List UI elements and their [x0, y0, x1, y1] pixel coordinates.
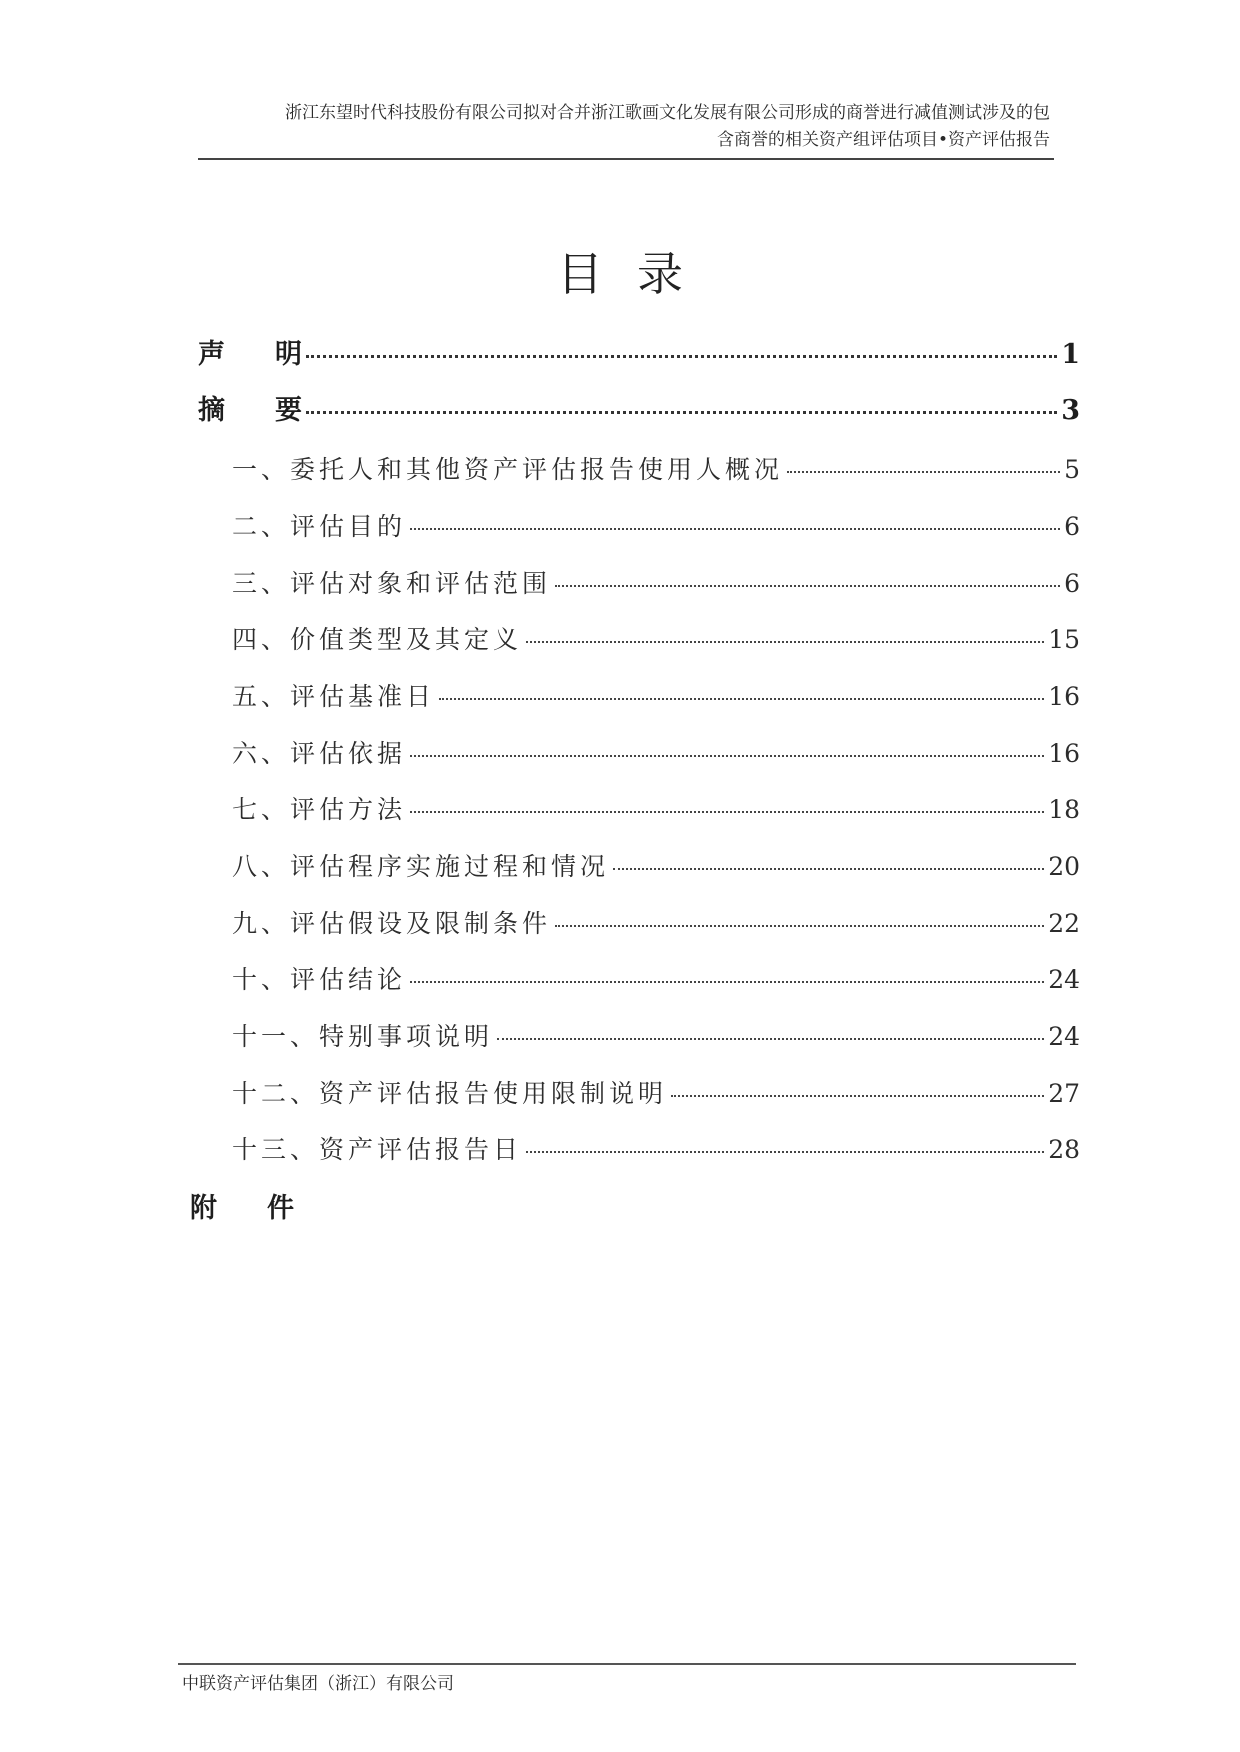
toc-entry-label: 十、评估结论: [232, 965, 407, 994]
toc-entry-label: 五、评估基准日: [232, 682, 436, 711]
toc-entry-label: 四、价值类型及其定义: [232, 625, 523, 654]
toc-entry-section-4[interactable]: [232, 620, 1080, 656]
toc-entry-appendix[interactable]: 附 件: [190, 1193, 294, 1224]
toc-entry-label: 三、评估对象和评估范围: [232, 569, 552, 598]
toc-page-number: 3: [1061, 395, 1080, 426]
toc-page-number: 27: [1048, 1079, 1080, 1108]
toc-page-number: 6: [1064, 512, 1080, 541]
header-divider: [198, 158, 1054, 160]
toc-entry-summary[interactable]: [198, 388, 1080, 427]
toc-leader-dots: [439, 698, 1044, 700]
toc-entry-label: 九、评估假设及限制条件: [232, 909, 552, 938]
toc-page-number: 16: [1048, 682, 1080, 711]
toc-entry-label: 十三、资产评估报告日: [232, 1135, 523, 1164]
toc-entry-label: 摘 要: [198, 395, 302, 426]
toc-page-number: 16: [1048, 739, 1080, 768]
toc-entry-label: 六、评估依据: [232, 739, 407, 768]
toc-page-number: 6: [1064, 569, 1080, 598]
toc-entry-section-3[interactable]: [232, 564, 1080, 600]
report-header: [200, 100, 1050, 154]
toc-leader-dots: [410, 528, 1060, 530]
toc-page-number: 1: [1061, 339, 1080, 370]
toc-page-number: 24: [1048, 965, 1080, 994]
header-line-1: 浙江东望时代科技股份有限公司拟对合并浙江歌画文化发展有限公司形成的商誉进行减值测试涉及的包: [285, 103, 1050, 123]
toc-entry-section-13[interactable]: [232, 1130, 1080, 1166]
toc-leader-dots: [410, 981, 1044, 983]
toc-page-number: 22: [1048, 909, 1080, 938]
toc-leader-dots: [410, 755, 1044, 757]
toc-leader-dots: [306, 355, 1057, 358]
footer-company: 中联资产评估集团（浙江）有限公司: [182, 1674, 454, 1694]
toc-entry-label: 十一、特别事项说明: [232, 1022, 494, 1051]
toc-entry-section-5[interactable]: [232, 677, 1080, 713]
toc-entry-section-8[interactable]: [232, 847, 1080, 883]
toc-page-number: 20: [1048, 852, 1080, 881]
toc-entry-section-11[interactable]: [232, 1017, 1080, 1053]
toc-entry-label: 一、委托人和其他资产评估报告使用人概况: [232, 455, 784, 484]
toc-entry-section-12[interactable]: [232, 1074, 1080, 1110]
toc-leader-dots: [526, 1151, 1044, 1153]
toc-leader-dots: [787, 471, 1060, 473]
toc-entry-section-9[interactable]: [232, 904, 1080, 940]
toc-entry-section-2[interactable]: [232, 507, 1080, 543]
toc-page-number: 5: [1064, 455, 1080, 484]
footer-divider: [178, 1663, 1076, 1665]
toc-leader-dots: [555, 585, 1060, 587]
toc-entry-label: 声 明: [198, 339, 302, 370]
toc-leader-dots: [671, 1095, 1044, 1097]
toc-entry-label: 七、评估方法: [232, 795, 407, 824]
toc-page-number: 18: [1048, 795, 1080, 824]
toc-leader-dots: [526, 641, 1044, 643]
toc-leader-dots: [613, 868, 1044, 870]
toc-page-number: 28: [1048, 1135, 1080, 1164]
toc-entry-label: 八、评估程序实施过程和情况: [232, 852, 610, 881]
toc-entry-section-1[interactable]: [232, 450, 1080, 486]
toc-entry-section-10[interactable]: [232, 960, 1080, 996]
toc-entry-statement[interactable]: [198, 332, 1080, 371]
toc-entry-section-7[interactable]: [232, 790, 1080, 826]
toc-leader-dots: [497, 1038, 1044, 1040]
toc-entry-label: 十二、资产评估报告使用限制说明: [232, 1079, 668, 1108]
header-line-2: 含商誉的相关资产组评估项目•资产评估报告: [716, 130, 1050, 150]
toc-page-number: 24: [1048, 1022, 1080, 1051]
toc-leader-dots: [555, 925, 1044, 927]
toc-entry-section-6[interactable]: [232, 734, 1080, 770]
toc-leader-dots: [410, 811, 1044, 813]
toc-leader-dots: [306, 411, 1057, 414]
toc-entry-label: 二、评估目的: [232, 512, 407, 541]
page-title: 目录: [557, 247, 717, 301]
toc-page-number: 15: [1048, 625, 1080, 654]
